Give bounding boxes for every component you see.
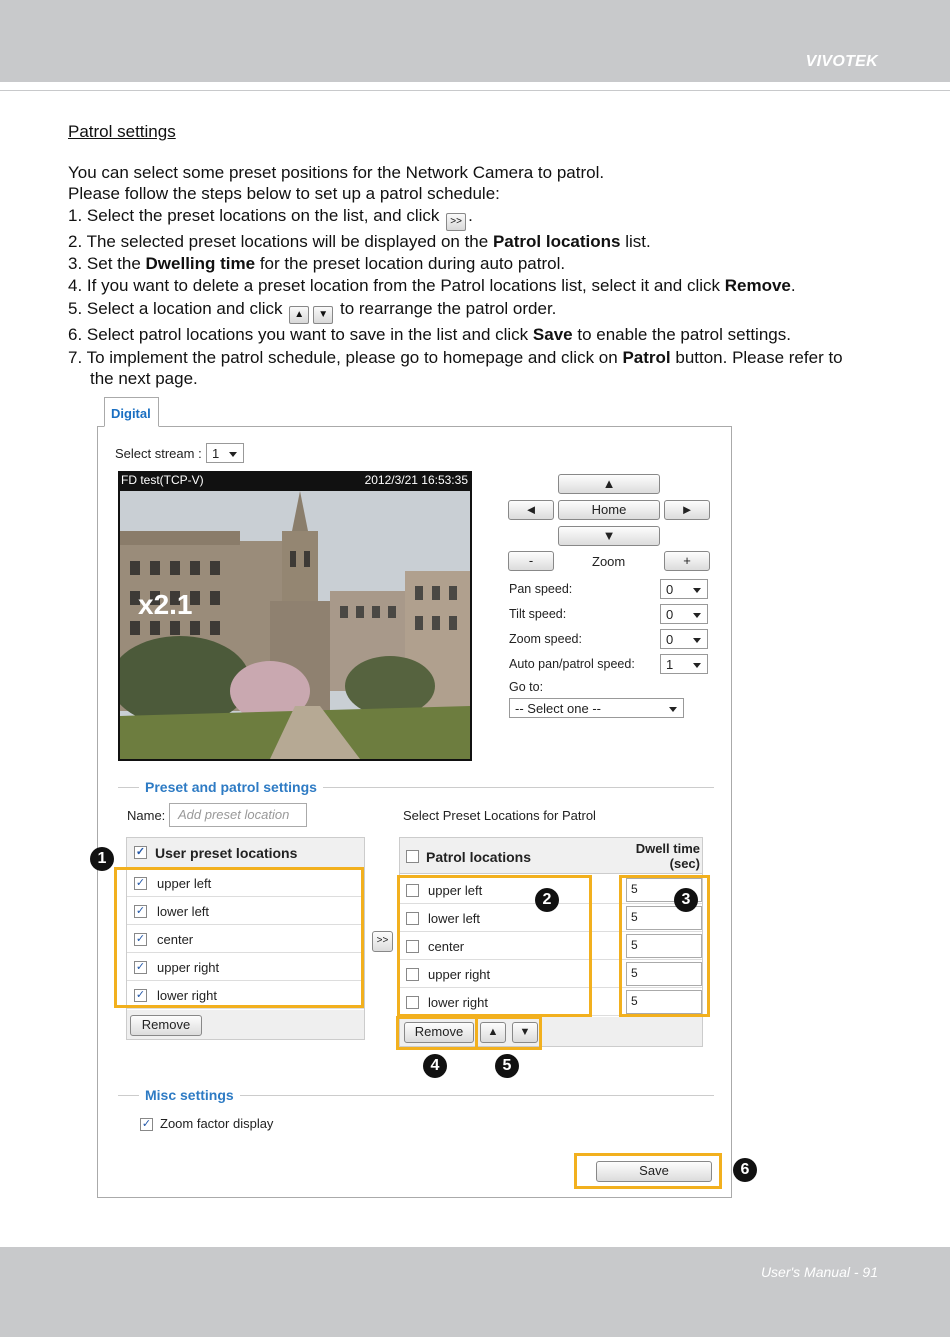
item-checkbox[interactable]: ✓ — [135, 877, 146, 889]
item-label: lower left — [428, 911, 481, 926]
home-button[interactable]: Home — [558, 500, 660, 520]
tilt-speed-select[interactable] — [660, 604, 708, 624]
item-label: lower right — [428, 995, 488, 1010]
dwell-header-line1: Dwell time — [635, 841, 700, 856]
tilt-speed-label: Tilt speed: — [509, 607, 567, 621]
add-icon-inline: >> — [446, 213, 466, 231]
step-3-end: for the preset location during auto patrol. — [259, 254, 566, 273]
page-number: User's Manual - 91 — [760, 1264, 878, 1280]
dwell-time-input[interactable]: 5 — [626, 878, 702, 902]
campus-scene-illustration — [120, 491, 470, 759]
zoom-speed-select[interactable] — [660, 629, 708, 649]
patrol-header-label: Patrol locations — [426, 849, 532, 865]
dwell-time-input[interactable]: 5 — [626, 934, 702, 958]
step-2-bold: Patrol locations — [492, 232, 621, 251]
step-4-text: 4. If you want to delete a preset location from the Patrol locations list, select it and click — [68, 276, 720, 295]
item-label: upper left — [428, 883, 483, 898]
zoom-factor-checkbox[interactable]: ✓ — [141, 1118, 152, 1130]
item-checkbox[interactable]: ✓ — [135, 933, 146, 945]
step-1-text: 1. Select the preset locations on the list, and click — [68, 206, 440, 225]
step-3 — [68, 253, 898, 274]
brand-name: VIVOTEK — [805, 53, 878, 70]
zoom-label: Zoom — [592, 554, 626, 569]
timestamp-caption: 2012/3/21 16:53:35 — [364, 473, 468, 487]
item-checkbox[interactable]: ✓ — [135, 961, 146, 973]
video-view — [118, 471, 472, 761]
pan-right-button[interactable]: ► — [664, 500, 710, 520]
remove-patrol-button[interactable]: Remove — [404, 1022, 474, 1043]
callout-1: 1 — [90, 847, 114, 871]
step-7-end: button. Please refer to — [675, 348, 843, 367]
misc-section-legend: Misc settings — [139, 1087, 240, 1103]
select-all-patrol-checkbox[interactable] — [406, 850, 419, 863]
callout-6: 6 — [733, 1158, 757, 1182]
remove-user-preset-button[interactable]: Remove — [130, 1015, 202, 1036]
item-label: upper left — [157, 876, 212, 891]
zoom-speed-value: 0 — [666, 632, 674, 647]
highlight-remove-button — [396, 1016, 478, 1050]
item-label: center — [157, 932, 194, 947]
save-button[interactable]: Save — [596, 1161, 712, 1182]
step-5-text: 5. Select a location and click — [68, 299, 283, 318]
step-2-end: list. — [625, 232, 651, 251]
add-to-patrol-button[interactable]: >> — [372, 931, 393, 952]
auto-pan-speed-label: Auto pan/patrol speed: — [509, 657, 635, 671]
zoom-speed-label: Zoom speed: — [509, 632, 582, 646]
tilt-up-button[interactable]: ▲ — [558, 474, 660, 494]
stream-select-value: 1 — [212, 446, 220, 461]
intro-line-2: Please follow the steps below to set up a patrol schedule: — [68, 184, 500, 203]
auto-pan-speed-select[interactable] — [660, 654, 708, 674]
select-all-user-checkbox[interactable]: ✓ — [135, 846, 146, 858]
dwell-time-input[interactable]: 5 — [626, 906, 702, 930]
zoom-factor-label: Zoom factor display — [160, 1116, 274, 1131]
section-heading: Patrol settings — [68, 122, 176, 141]
dwell-header — [636, 841, 700, 871]
stream-select[interactable] — [206, 443, 244, 463]
goto-select-value: -- Select one -- — [515, 701, 601, 716]
callout-3: 3 — [674, 888, 698, 912]
patrol-list-header — [400, 838, 702, 874]
callout-2: 2 — [535, 888, 559, 912]
item-checkbox[interactable]: ✓ — [135, 905, 146, 917]
zoom-factor-overlay: x2.1 — [138, 589, 193, 620]
camera-image — [120, 491, 470, 759]
zoom-in-button[interactable]: + — [664, 551, 710, 571]
step-4 — [68, 275, 898, 296]
item-label: upper right — [428, 967, 491, 982]
item-label: center — [428, 939, 465, 954]
step-3-text: 3. Set the — [68, 254, 141, 273]
item-label: lower left — [157, 904, 210, 919]
step-2 — [68, 231, 898, 252]
step-7-continued: the next page. — [90, 369, 198, 388]
step-4-end: . — [790, 276, 796, 295]
callout-4: 4 — [423, 1054, 447, 1078]
header-divider — [0, 90, 950, 91]
step-6-text: 6. Select patrol locations you want to save in the list and click — [68, 325, 529, 344]
page-footer-band — [0, 1247, 950, 1337]
step-1-end: . — [468, 206, 473, 225]
step-7-bold: Patrol — [622, 348, 671, 367]
page-header-band — [0, 0, 950, 82]
highlight-move-buttons — [475, 1016, 542, 1050]
step-3-bold: Dwelling time — [145, 254, 256, 273]
item-checkbox[interactable]: ✓ — [135, 989, 146, 1001]
tilt-down-button[interactable]: ▼ — [558, 526, 660, 546]
step-1 — [68, 205, 898, 231]
highlight-user-list — [114, 867, 364, 1008]
camera-control-panel — [97, 426, 732, 1198]
dwell-time-input[interactable]: 5 — [626, 990, 702, 1014]
tilt-speed-value: 0 — [666, 607, 674, 622]
preset-section-legend: Preset and patrol settings — [139, 779, 323, 795]
goto-select[interactable] — [509, 698, 684, 718]
pan-left-button[interactable]: ◄ — [508, 500, 554, 520]
move-down-button[interactable]: ▼ — [512, 1022, 538, 1043]
user-preset-header — [127, 838, 364, 868]
tab-digital[interactable]: Digital — [104, 397, 159, 427]
goto-label: Go to: — [509, 680, 544, 694]
step-5 — [68, 298, 898, 324]
item-label: lower right — [157, 988, 217, 1003]
step-5-end: to rearrange the patrol order. — [339, 299, 557, 318]
step-2-text: 2. The selected preset locations will be displayed on the — [68, 232, 489, 251]
down-arrow-icon-inline: ▼ — [313, 306, 333, 324]
dwell-time-input[interactable]: 5 — [626, 962, 702, 986]
step-7-text: 7. To implement the patrol schedule, please go to homepage and click on — [68, 348, 618, 367]
preset-name-input[interactable]: Add preset location — [169, 803, 307, 827]
step-6-bold: Save — [532, 325, 573, 344]
select-preset-label: Select Preset Locations for Patrol — [403, 808, 596, 823]
zoom-out-button[interactable]: - — [508, 551, 554, 571]
step-6 — [68, 324, 898, 345]
stream-label: Select stream : — [115, 446, 202, 461]
stream-caption: FD test(TCP-V) — [121, 473, 204, 487]
name-label: Name: — [127, 808, 166, 823]
item-label: upper right — [157, 960, 220, 975]
dwell-header-line2: (sec) — [669, 856, 700, 871]
step-4-bold: Remove — [724, 276, 791, 295]
intro-line-1: You can select some preset positions for the Network Camera to patrol. — [68, 163, 605, 182]
pan-speed-label: Pan speed: — [509, 582, 573, 596]
up-arrow-icon-inline: ▲ — [289, 306, 309, 324]
callout-5: 5 — [495, 1054, 519, 1078]
user-preset-header-label: User preset locations — [155, 845, 298, 861]
auto-pan-speed-value: 1 — [666, 657, 674, 672]
highlight-patrol-list — [397, 875, 592, 1017]
instructions — [68, 121, 898, 389]
pan-speed-value: 0 — [666, 582, 674, 597]
highlight-save-button — [574, 1153, 722, 1189]
pan-speed-select[interactable] — [660, 579, 708, 599]
step-7 — [68, 347, 898, 368]
step-6-end: to enable the patrol settings. — [577, 325, 791, 344]
move-up-button[interactable]: ▲ — [480, 1022, 506, 1043]
